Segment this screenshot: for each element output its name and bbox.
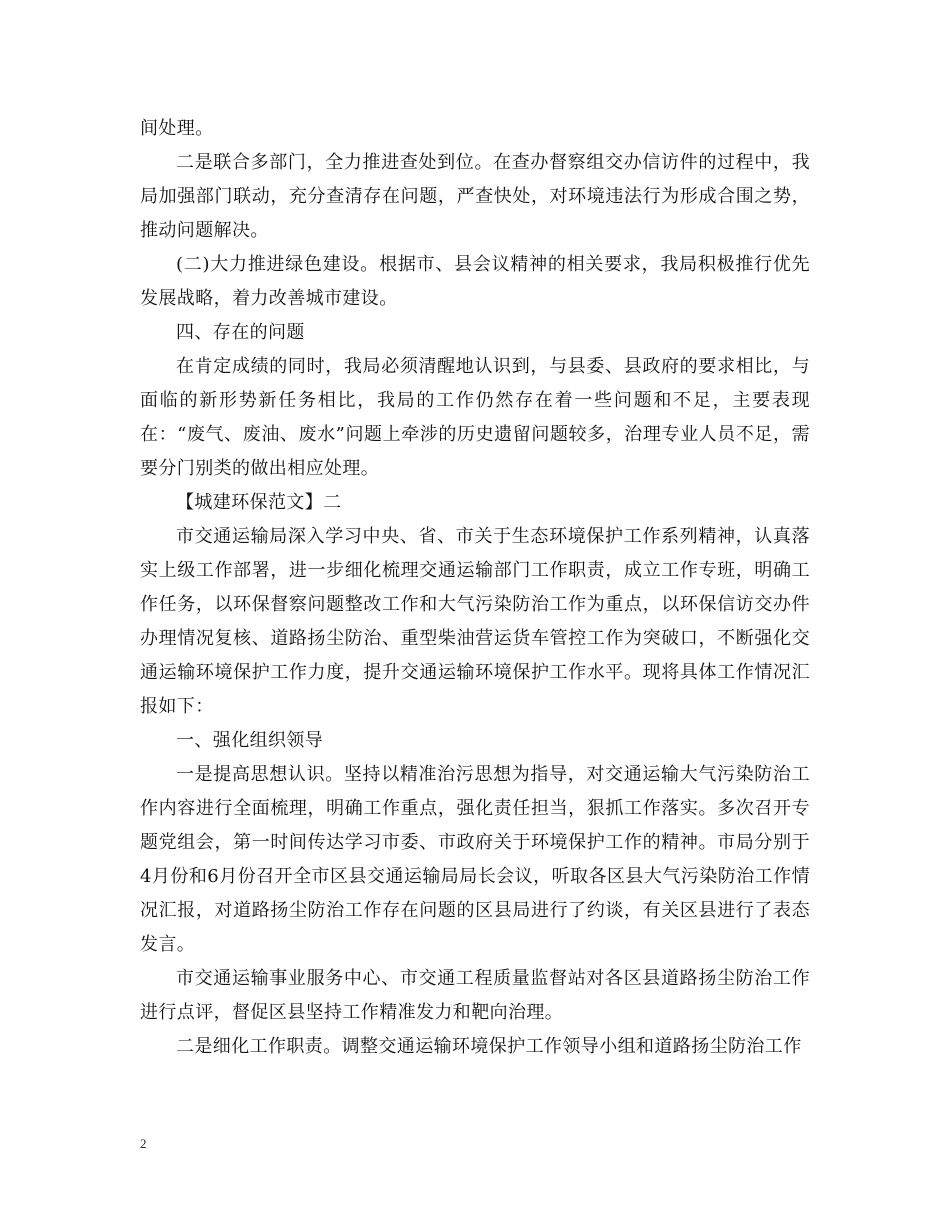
page-number: 2 xyxy=(140,1136,147,1151)
section-heading-organization: 一、强化组织领导 xyxy=(176,730,324,751)
section-heading-problems: 四、存在的问题 xyxy=(176,322,305,343)
paragraph-9: 一是提高思想认识。坚持以精准治污思想为指导，对交通运输大气污染防治工作内容进行全面梳理，明确工作重点，强化责任担当，狠抓工作落实。多次召开专题党组会，第一时间传达学习市委、市政府关于环境保护工作的精神。市局分别于4月份和6月份召开全市区县交通运输局局长会议，听取各区县大气污染防治工作情况汇报，对道路扬尘防治工作存在问题的区县局进行了约谈，有关区县进行了表态发言。 xyxy=(140,764,810,955)
section-heading-sample-two: 【城建环保范文】二 xyxy=(176,492,342,513)
paragraph-7: 市交通运输局深入学习中央、省、市关于生态环境保护工作系列精神，认真落实上级工作部署，进一步细化梳理交通运输部门工作职责，成立工作专班，明确工作任务，以环保督察问题整改工作和大气污染防治工作为重点，以环保信访交办件办理情况复核、道路扬尘防治、重型柴油营运货车管控工作为突破口，不断强化交通运输环境保护工作力度，提升交通运输环境保护工作水平。现将具体工作情况汇报如下： xyxy=(140,526,810,717)
paragraph-5: 在肯定成绩的同时，我局必须清醒地认识到，与县委、县政府的要求相比，与面临的新形势新任务相比，我局的工作仍然存在着一些问题和不足，主要表现在：“废气、废油、废水”问题上牵涉的历史遗留问题较多，治理专业人员不足，需要分门别类的做出相应处理。 xyxy=(140,356,810,479)
paragraph-1: 间处理。 xyxy=(140,118,214,139)
paragraph-3: (二)大力推进绿色建设。根据市、县会议精神的相关要求，我局积极推行优先发展战略，着力改善城市建设。 xyxy=(140,254,810,309)
paragraph-10: 市交通运输事业服务中心、市交通工程质量监督站对各区县道路扬尘防治工作进行点评，督促区县坚持工作精准发力和靶向治理。 xyxy=(140,968,810,1023)
paragraph-11: 二是细化工作职责。调整交通运输环境保护工作领导小组和道路扬尘防治工作 xyxy=(176,1036,802,1057)
document-body xyxy=(140,112,810,1064)
paragraph-2: 二是联合多部门，全力推进查处到位。在查办督察组交办信访件的过程中，我局加强部门联动，充分查清存在问题，严查快处，对环境违法行为形成合围之势，推动问题解决。 xyxy=(140,152,810,241)
